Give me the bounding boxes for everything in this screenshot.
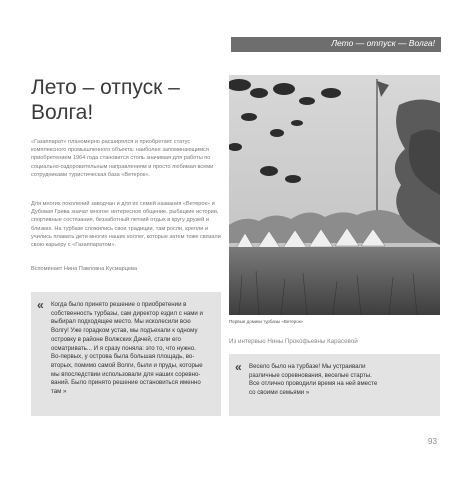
photo-caption: Первые домики турбазы «Ветерок» xyxy=(229,319,304,324)
quote-box-left xyxy=(31,292,221,416)
body-paragraph-2: Для многих поколений заводчан и для их семей названия «Ветерок» и Дубовая Грива значат многое: интересное общение, рыбацкие истории, спортивные состязания, беззаботный летний отдых в кругу друзей и близких. На турбазе сложились свои традиции, там росли, крепли и учились плавать дети многих наших коллег, которые затем тоже связали свою карьеру с «Газаппаратом». xyxy=(31,201,221,249)
camp-photo xyxy=(229,75,440,315)
running-header-title: Лето — отпуск — Волга! xyxy=(331,38,435,48)
quote-right-text: Весело было на турбазе! Мы устраивали различные соревнования, веселые старты. Все отлично проводили время на ней вместе со своими семьями » xyxy=(249,363,378,397)
chapter-title-line-1: Лето – отпуск – xyxy=(31,76,180,99)
body-paragraph-1: «Газаппарат» планомерно расширялся и приобретает статус комплексного промышленного объекта: наиболее запоминающимся приобретением 1964 года становится столь значимая для работы по социально-оздоровительным направлениям и просто любимая всеми сотрудниками туристическая база «Ветерок». xyxy=(31,139,214,178)
interview-source: Из интервью Нины Прокофьевны Карасевой xyxy=(229,338,358,345)
quote-mark-icon: « xyxy=(37,298,44,312)
running-header-band xyxy=(231,37,441,52)
chapter-title xyxy=(31,75,221,125)
quote-box-right xyxy=(229,354,440,416)
camp-photo-image xyxy=(229,75,440,315)
chapter-title-line-2: Волга! xyxy=(31,101,94,124)
page-number: 93 xyxy=(428,437,437,446)
interviewee-attribution: Вспоминает Нина Павловна Кусмарцева xyxy=(31,266,138,272)
quote-mark-icon: « xyxy=(235,360,242,374)
quote-left-text: Когда было принято решение о приобретении в собственность турбазы, сам директор ездил с нами и выбирал подходящее место. Мы исколесили всю Волгу! Уже горадком устав, мы подъехали к одному островку в районе Волжских Дачей, стали его осматривать... И я сразу поняла: это то, что нужно. Во-первых, у острова была большая площадь, во-вторых, помимо самой Волги, были и пруды, которые мы впоследствии использовали для наших соревнований. Было принято решение остановиться именно там » xyxy=(51,301,203,396)
